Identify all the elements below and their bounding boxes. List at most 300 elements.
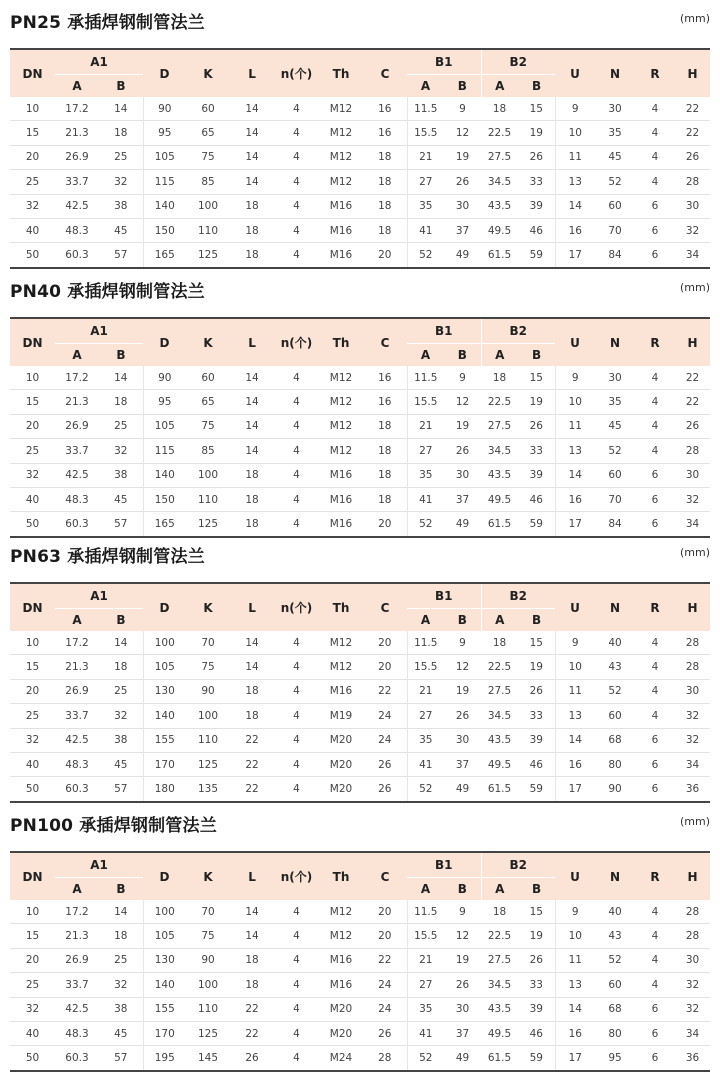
header-h: H xyxy=(675,583,710,631)
table-row xyxy=(10,463,710,487)
table-cell: 4 xyxy=(635,414,675,438)
table-cell: 33.7 xyxy=(55,439,99,463)
table-cell: 20 xyxy=(378,636,392,649)
table-cell: 26 xyxy=(444,170,481,194)
table-cell: 110 xyxy=(186,728,230,752)
header-dn: DN xyxy=(10,318,55,366)
table-cell: 12 xyxy=(444,655,481,679)
table-cell: 4 xyxy=(635,145,675,169)
table-cell: 32 xyxy=(675,487,710,511)
table-cell: 4 xyxy=(274,752,319,776)
table-cell: M20 xyxy=(319,752,363,776)
table-cell: 50 xyxy=(10,1046,55,1071)
table-row xyxy=(10,97,710,121)
table-cell: 49 xyxy=(444,1046,481,1071)
table-cell: 70 xyxy=(201,636,215,649)
table-cell: 17.2 xyxy=(65,905,89,918)
table-cell: 6 xyxy=(635,728,675,752)
table-cell: 6 xyxy=(635,487,675,511)
header-h: H xyxy=(675,49,710,97)
table-cell: 4 xyxy=(635,655,675,679)
table-cell: 140 xyxy=(143,463,186,487)
table-cell: 100 xyxy=(186,194,230,218)
table-cell: 40 xyxy=(10,487,55,511)
table-cell: 20 xyxy=(363,512,407,537)
table-cell: 52 xyxy=(595,679,635,703)
table-cell: 9 xyxy=(555,631,595,655)
table-cell: 49 xyxy=(444,512,481,537)
table-cell: 40 xyxy=(10,218,55,242)
table-cell: 26 xyxy=(444,439,481,463)
table-cell: 43.5 xyxy=(481,463,518,487)
table-cell: 4 xyxy=(274,194,319,218)
table-row xyxy=(10,728,710,752)
table-cell: 4 xyxy=(274,679,319,703)
table-cell: 14 xyxy=(230,390,274,414)
table-cell: 18 xyxy=(230,194,274,218)
table-cell: M12 xyxy=(319,439,363,463)
table-cell: 60 xyxy=(201,102,215,115)
table-cell: 49.5 xyxy=(481,1021,518,1045)
table-row xyxy=(10,752,710,776)
table-cell: 18 xyxy=(363,463,407,487)
table-cell: 35 xyxy=(407,728,444,752)
header-b1-b: B xyxy=(444,75,481,98)
table-cell: 38 xyxy=(99,194,143,218)
section-title: PN63 承插焊钢制管法兰 xyxy=(10,547,205,567)
table-cell: 90 xyxy=(595,777,635,802)
table-cell: 41 xyxy=(407,218,444,242)
table-cell: 43.5 xyxy=(481,194,518,218)
table-cell: 10 xyxy=(555,390,595,414)
table-cell: 16 xyxy=(555,218,595,242)
table-cell: 22 xyxy=(230,997,274,1021)
header-l: L xyxy=(230,583,274,631)
table-row xyxy=(10,948,710,972)
table-cell: 15.5 xyxy=(407,390,444,414)
table-cell: 32 xyxy=(675,973,710,997)
table-cell: 37 xyxy=(444,218,481,242)
table-row xyxy=(10,414,710,438)
table-cell: 90 xyxy=(186,679,230,703)
table-cell: 21 xyxy=(407,948,444,972)
header-b2-a: A xyxy=(481,609,518,632)
table-cell: 100 xyxy=(143,631,186,655)
table-cell: 39 xyxy=(518,194,555,218)
table-cell: 75 xyxy=(186,924,230,948)
table-cell: 52 xyxy=(407,243,444,268)
table-cell: 49 xyxy=(444,777,481,802)
table-cell: 4 xyxy=(635,704,675,728)
table-cell: 30 xyxy=(608,102,622,115)
header-n-count: n(个) xyxy=(274,318,319,366)
table-cell: 14 xyxy=(230,121,274,145)
table-cell: 34.5 xyxy=(481,973,518,997)
table-cell: 4 xyxy=(274,777,319,802)
table-cell: 32 xyxy=(10,463,55,487)
table-cell: 28 xyxy=(675,439,710,463)
table-cell: 4 xyxy=(274,145,319,169)
table-cell: 17 xyxy=(555,243,595,268)
table-row xyxy=(10,194,710,218)
table-cell: 35 xyxy=(595,121,635,145)
header-n-count: n(个) xyxy=(274,852,319,900)
table-cell: 26 xyxy=(444,973,481,997)
header-a1-b: B xyxy=(99,344,143,367)
table-cell: 14 xyxy=(114,636,128,649)
table-cell: 60.3 xyxy=(55,512,99,537)
header-b2-a: A xyxy=(481,344,518,367)
table-cell: 4 xyxy=(293,905,300,918)
table-cell: 49.5 xyxy=(481,752,518,776)
table-cell: 170 xyxy=(143,752,186,776)
header-a1: A1 xyxy=(55,583,143,609)
table-cell: 22 xyxy=(230,1021,274,1045)
table-cell: M12 xyxy=(319,390,363,414)
table-cell: 84 xyxy=(595,512,635,537)
header-n: N xyxy=(595,318,635,366)
table-cell: 150 xyxy=(143,218,186,242)
table-cell: 19 xyxy=(518,121,555,145)
table-cell: 6 xyxy=(635,997,675,1021)
table-cell: 24 xyxy=(363,973,407,997)
table-cell: 40 xyxy=(608,636,622,649)
table-cell: 52 xyxy=(407,1046,444,1071)
table-cell: 16 xyxy=(363,390,407,414)
table-cell: 14 xyxy=(230,145,274,169)
table-cell: 12 xyxy=(444,924,481,948)
table-cell: 33 xyxy=(518,439,555,463)
table-cell: 26.9 xyxy=(55,414,99,438)
unit-label: (mm) xyxy=(679,12,710,25)
table-cell: 34.5 xyxy=(481,439,518,463)
table-cell: 39 xyxy=(518,463,555,487)
table-row xyxy=(10,243,710,268)
table-cell: 30 xyxy=(675,948,710,972)
table-cell: 22 xyxy=(685,102,700,115)
table-cell: 30 xyxy=(444,997,481,1021)
table-cell: 46 xyxy=(518,487,555,511)
table-cell: 10 xyxy=(25,636,40,649)
header-dn: DN xyxy=(10,49,55,97)
table-cell: 4 xyxy=(274,390,319,414)
table-cell: 40 xyxy=(608,905,622,918)
table-cell: 30 xyxy=(444,728,481,752)
table-cell: 10 xyxy=(555,924,595,948)
table-cell: M12 xyxy=(329,636,353,649)
table-cell: 18 xyxy=(230,704,274,728)
table-cell: 75 xyxy=(186,414,230,438)
table-cell: 80 xyxy=(595,1021,635,1045)
table-cell: 45 xyxy=(595,145,635,169)
table-cell: 18 xyxy=(492,371,507,384)
table-cell: 6 xyxy=(635,243,675,268)
table-cell: 110 xyxy=(186,487,230,511)
table-cell: 52 xyxy=(407,777,444,802)
header-k: K xyxy=(186,583,230,631)
header-b2-a: A xyxy=(481,878,518,901)
table-cell: 27 xyxy=(407,973,444,997)
table-cell: 80 xyxy=(595,752,635,776)
table-cell: 170 xyxy=(143,1021,186,1045)
table-cell: 22 xyxy=(363,948,407,972)
table-cell: 4 xyxy=(274,439,319,463)
header-n-count: n(个) xyxy=(274,583,319,631)
table-cell: 33.7 xyxy=(55,973,99,997)
header-r: R xyxy=(635,852,675,900)
table-cell: 14 xyxy=(230,414,274,438)
table-cell: 9 xyxy=(555,97,595,121)
table-cell: 40 xyxy=(10,1021,55,1045)
table-cell: 125 xyxy=(186,512,230,537)
table-cell: 43 xyxy=(595,924,635,948)
table-row xyxy=(10,924,710,948)
table-cell: 36 xyxy=(675,777,710,802)
table-cell: 9 xyxy=(555,900,595,924)
table-cell: 26 xyxy=(675,414,710,438)
table-cell: 18 xyxy=(363,487,407,511)
table-cell: 11 xyxy=(555,414,595,438)
table-cell: 19 xyxy=(518,390,555,414)
table-cell: 19 xyxy=(444,414,481,438)
table-cell: 28 xyxy=(685,905,700,918)
table-cell: 57 xyxy=(99,512,143,537)
spec-table xyxy=(10,582,710,803)
table-row xyxy=(10,1046,710,1071)
table-cell: 4 xyxy=(274,1021,319,1045)
table-cell: 22 xyxy=(685,371,700,384)
header-l: L xyxy=(230,852,274,900)
header-th: Th xyxy=(319,583,363,631)
table-cell: 25 xyxy=(99,948,143,972)
table-cell: 19 xyxy=(444,948,481,972)
table-cell: 130 xyxy=(143,948,186,972)
table-cell: 155 xyxy=(143,728,186,752)
table-cell: 21.3 xyxy=(55,390,99,414)
table-cell: 30 xyxy=(444,463,481,487)
table-cell: 22.5 xyxy=(481,121,518,145)
table-cell: 36 xyxy=(675,1046,710,1071)
table-cell: 140 xyxy=(143,973,186,997)
header-n: N xyxy=(595,49,635,97)
table-cell: 16 xyxy=(378,371,392,384)
table-cell: 18 xyxy=(492,905,507,918)
table-cell: 18 xyxy=(363,439,407,463)
table-cell: 70 xyxy=(595,487,635,511)
table-cell: 11.5 xyxy=(407,900,444,924)
table-cell: 45 xyxy=(595,414,635,438)
table-cell: M12 xyxy=(329,102,353,115)
table-cell: 4 xyxy=(635,679,675,703)
header-dn: DN xyxy=(10,583,55,631)
table-cell: 150 xyxy=(143,487,186,511)
table-cell: 145 xyxy=(186,1046,230,1071)
table-cell: 4 xyxy=(274,728,319,752)
table-cell: 24 xyxy=(363,997,407,1021)
table-cell: 33 xyxy=(518,973,555,997)
table-row xyxy=(10,366,710,390)
table-cell: 19 xyxy=(444,145,481,169)
table-cell: 21 xyxy=(407,679,444,703)
table-cell: 65 xyxy=(186,390,230,414)
table-cell: M16 xyxy=(319,463,363,487)
table-cell: 4 xyxy=(274,973,319,997)
table-cell: 45 xyxy=(99,1021,143,1045)
table-header xyxy=(10,318,710,366)
header-b2-b: B xyxy=(518,344,555,367)
header-a1-b: B xyxy=(99,878,143,901)
table-cell: 14 xyxy=(230,655,274,679)
table-cell: 4 xyxy=(293,636,300,649)
table-cell: 30 xyxy=(675,194,710,218)
table-cell: 6 xyxy=(635,777,675,802)
table-cell: 4 xyxy=(651,636,659,649)
table-cell: 27.5 xyxy=(481,948,518,972)
table-cell: 15 xyxy=(10,121,55,145)
header-b1-b: B xyxy=(444,344,481,367)
table-cell: M16 xyxy=(319,948,363,972)
table-cell: M12 xyxy=(319,414,363,438)
table-cell: 38 xyxy=(99,997,143,1021)
table-cell: 57 xyxy=(99,1046,143,1071)
header-u: U xyxy=(555,583,595,631)
header-dn: DN xyxy=(10,852,55,900)
table-cell: 140 xyxy=(143,194,186,218)
table-cell: 140 xyxy=(143,704,186,728)
table-cell: 17.2 xyxy=(65,102,89,115)
table-cell: M19 xyxy=(319,704,363,728)
table-cell: 6 xyxy=(635,512,675,537)
table-cell: 4 xyxy=(651,102,659,115)
header-k: K xyxy=(186,49,230,97)
table-cell: 14 xyxy=(555,728,595,752)
table-cell: 21.3 xyxy=(55,924,99,948)
table-cell: 43.5 xyxy=(481,728,518,752)
table-header xyxy=(10,583,710,631)
table-cell: 18 xyxy=(492,636,507,649)
table-cell: 33.7 xyxy=(55,170,99,194)
table-cell: 32 xyxy=(675,997,710,1021)
table-cell: M12 xyxy=(329,905,353,918)
header-c: C xyxy=(363,583,407,631)
header-c: C xyxy=(363,318,407,366)
table-cell: 35 xyxy=(407,463,444,487)
table-cell: 13 xyxy=(555,439,595,463)
table-cell: M12 xyxy=(329,371,353,384)
table-cell: 46 xyxy=(518,1021,555,1045)
table-cell: 26 xyxy=(230,1046,274,1071)
table-cell: 10 xyxy=(555,655,595,679)
table-cell: 48.3 xyxy=(55,1021,99,1045)
table-cell: 32 xyxy=(99,973,143,997)
table-cell: 165 xyxy=(143,243,186,268)
table-cell: 4 xyxy=(274,1046,319,1071)
table-cell: 4 xyxy=(635,948,675,972)
header-u: U xyxy=(555,852,595,900)
table-cell: 13 xyxy=(555,170,595,194)
table-cell: 15 xyxy=(10,924,55,948)
table-cell: 18 xyxy=(363,194,407,218)
table-cell: 105 xyxy=(143,414,186,438)
header-k: K xyxy=(186,318,230,366)
unit-label: (mm) xyxy=(679,815,710,828)
table-row xyxy=(10,704,710,728)
table-cell: M12 xyxy=(319,655,363,679)
table-cell: 50 xyxy=(10,777,55,802)
header-a1-a: A xyxy=(55,878,99,901)
table-cell: 17 xyxy=(555,512,595,537)
table-cell: 110 xyxy=(186,218,230,242)
table-cell: 32 xyxy=(675,218,710,242)
table-cell: 4 xyxy=(274,704,319,728)
table-cell: 48.3 xyxy=(55,218,99,242)
table-cell: 33 xyxy=(518,170,555,194)
table-cell: 9 xyxy=(459,102,466,115)
table-cell: 35 xyxy=(407,997,444,1021)
table-cell: 4 xyxy=(635,924,675,948)
table-cell: 52 xyxy=(595,948,635,972)
table-row xyxy=(10,170,710,194)
table-cell: 26 xyxy=(675,145,710,169)
header-a1: A1 xyxy=(55,318,143,344)
table-cell: 14 xyxy=(245,371,259,384)
table-cell: 21 xyxy=(407,414,444,438)
header-b2: B2 xyxy=(481,318,555,344)
table-cell: 195 xyxy=(143,1046,186,1071)
header-a1-a: A xyxy=(55,609,99,632)
table-cell: M16 xyxy=(319,243,363,268)
table-cell: 10 xyxy=(25,102,40,115)
table-cell: 30 xyxy=(675,463,710,487)
table-cell: 59 xyxy=(518,243,555,268)
header-a1-b: B xyxy=(99,609,143,632)
header-b1: B1 xyxy=(407,852,481,878)
table-cell: 26 xyxy=(363,752,407,776)
table-cell: 20 xyxy=(10,414,55,438)
table-cell: 9 xyxy=(459,371,466,384)
table-cell: 6 xyxy=(635,1021,675,1045)
table-cell: 14 xyxy=(114,102,128,115)
table-cell: 60 xyxy=(595,463,635,487)
table-cell: 22.5 xyxy=(481,390,518,414)
table-cell: 22 xyxy=(675,121,710,145)
table-cell: 50 xyxy=(10,243,55,268)
table-cell: 25 xyxy=(10,439,55,463)
table-cell: 45 xyxy=(99,487,143,511)
table-cell: 37 xyxy=(444,1021,481,1045)
table-row xyxy=(10,218,710,242)
spec-table xyxy=(10,317,710,538)
table-row xyxy=(10,679,710,703)
header-b2: B2 xyxy=(481,583,555,609)
table-cell: 17 xyxy=(555,1046,595,1071)
table-cell: 42.5 xyxy=(55,728,99,752)
table-cell: 32 xyxy=(675,704,710,728)
table-cell: 4 xyxy=(274,170,319,194)
table-cell: 48.3 xyxy=(55,487,99,511)
table-cell: 22.5 xyxy=(481,924,518,948)
table-cell: 25 xyxy=(99,679,143,703)
table-cell: 15 xyxy=(10,390,55,414)
table-body xyxy=(10,366,710,537)
table-header xyxy=(10,49,710,97)
header-r: R xyxy=(635,583,675,631)
table-cell: 22 xyxy=(230,728,274,752)
table-cell: 100 xyxy=(143,900,186,924)
table-cell: 30 xyxy=(444,194,481,218)
table-cell: 60 xyxy=(595,194,635,218)
header-u: U xyxy=(555,49,595,97)
